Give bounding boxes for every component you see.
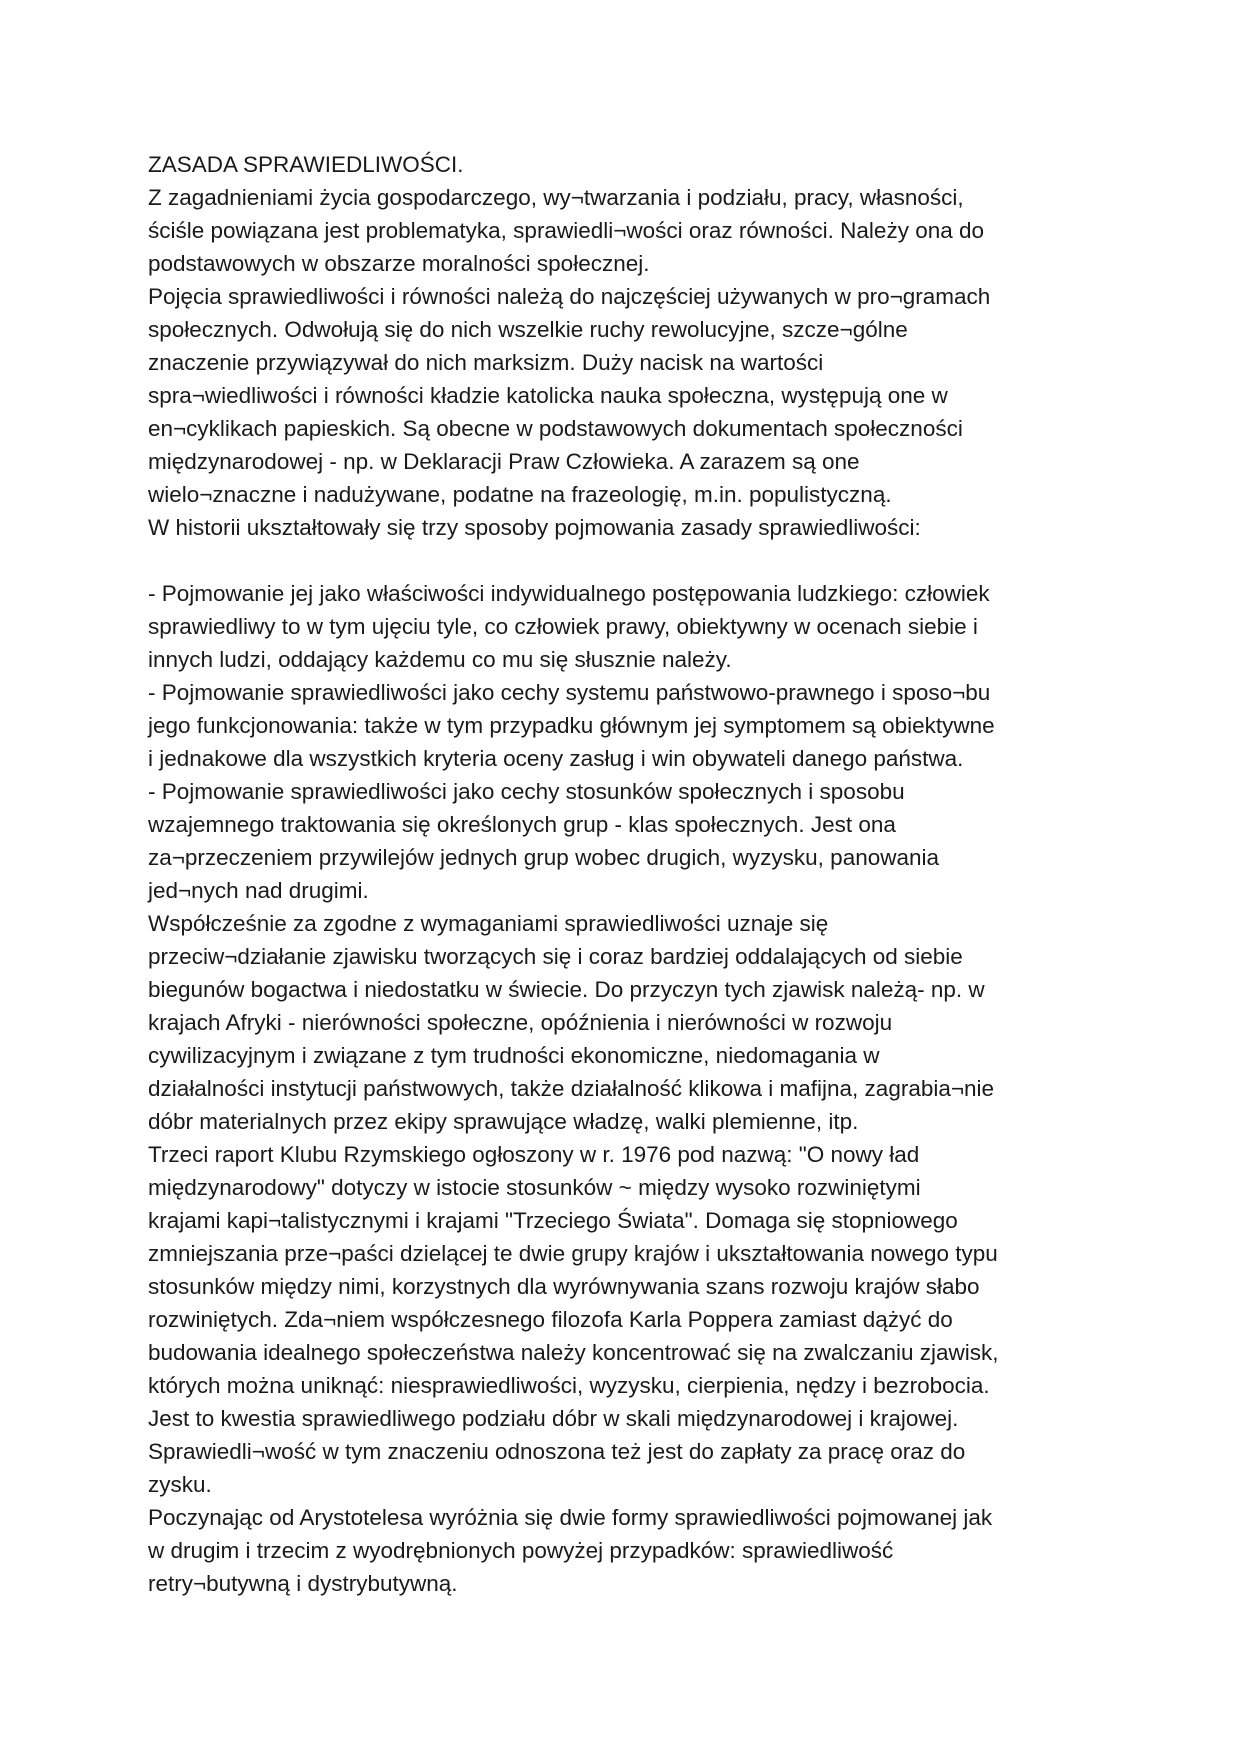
- text-line: znaczenie przywiązywał do nich marksizm. Duży nacisk na wartości: [148, 350, 824, 375]
- text-line: - Pojmowanie sprawiedliwości jako cechy stosunków społecznych i sposobu: [148, 779, 905, 804]
- text-line: w drugim i trzecim z wyodrębnionych powyżej przypadków: sprawiedliwość: [148, 1538, 894, 1563]
- blank-line: [148, 544, 1148, 577]
- text-line: dóbr materialnych przez ekipy sprawujące władzę, walki plemienne, itp.: [148, 1109, 859, 1134]
- text-line: krajami kapi¬talistycznymi i krajami "Trzeciego Świata". Domaga się stopniowego: [148, 1208, 958, 1233]
- text-line: jego funkcjonowania: także w tym przypadku głównym jej symptomem są obiektywne: [148, 713, 995, 738]
- text-line: których można uniknąć: niesprawiedliwości, wyzysku, cierpienia, nędzy i bezrobocia.: [148, 1373, 990, 1398]
- text-line: retry¬butywną i dystrybutywną.: [148, 1571, 458, 1596]
- text-line: - Pojmowanie jej jako właściwości indywidualnego postępowania ludzkiego: człowiek: [148, 581, 990, 606]
- text-line: stosunków między nimi, korzystnych dla wyrównywania szans rozwoju krajów słabo: [148, 1274, 980, 1299]
- text-line: Poczynając od Arystotelesa wyróżnia się dwie formy sprawiedliwości pojmowanej jak: [148, 1505, 993, 1530]
- text-line: Współcześnie za zgodne z wymaganiami sprawiedliwości uznaje się: [148, 911, 829, 936]
- text-line: Jest to kwestia sprawiedliwego podziału dóbr w skali międzynarodowej i krajowej.: [148, 1406, 959, 1431]
- text-line: - Pojmowanie sprawiedliwości jako cechy systemu państwowo-prawnego i sposo¬bu: [148, 680, 991, 705]
- document-title: ZASADA SPRAWIEDLIWOŚCI.: [148, 152, 464, 177]
- text-line: jed¬nych nad drugimi.: [148, 878, 369, 903]
- text-line: międzynarodowy" dotyczy w istocie stosunków ~ między wysoko rozwiniętymi: [148, 1175, 921, 1200]
- text-line: Z zagadnieniami życia gospodarczego, wy¬twarzania i podziału, pracy, własności,: [148, 185, 964, 210]
- document-body: [148, 148, 1148, 1600]
- text-line: krajach Afryki - nierówności społeczne, opóźnienia i nierówności w rozwoju: [148, 1010, 893, 1035]
- text-line: spra¬wiedliwości i równości kładzie katolicka nauka społeczna, występują one w: [148, 383, 948, 408]
- text-line: Sprawiedli¬wość w tym znaczeniu odnoszona też jest do zapłaty za pracę oraz do: [148, 1439, 966, 1464]
- text-line: rozwiniętych. Zda¬niem współczesnego filozofa Karla Poppera zamiast dążyć do: [148, 1307, 953, 1332]
- text-line: zysku.: [148, 1472, 212, 1497]
- text-line: biegunów bogactwa i niedostatku w świecie. Do przyczyn tych zjawisk należą- np. w: [148, 977, 985, 1002]
- text-line: za¬przeczeniem przywilejów jednych grup wobec drugich, wyzysku, panowania: [148, 845, 940, 870]
- text-line: wzajemnego traktowania się określonych grup - klas społecznych. Jest ona: [148, 812, 896, 837]
- text-line: sprawiedliwy to w tym ujęciu tyle, co człowiek prawy, obiektywny w ocenach siebie i: [148, 614, 978, 639]
- text-line: budowania idealnego społeczeństwa należy koncentrować się na zwalczaniu zjawisk,: [148, 1340, 999, 1365]
- text-line: cywilizacyjnym i związane z tym trudności ekonomiczne, niedomagania w: [148, 1043, 880, 1068]
- text-line: W historii ukształtowały się trzy sposoby pojmowania zasady sprawiedliwości:: [148, 515, 921, 540]
- text-line: podstawowych w obszarze moralności społecznej.: [148, 251, 650, 276]
- text-line: i jednakowe dla wszystkich kryteria oceny zasług i win obywateli danego państwa.: [148, 746, 964, 771]
- text-line: wielo¬znaczne i nadużywane, podatne na frazeologię, m.in. populistyczną.: [148, 482, 892, 507]
- text-line: zmniejszania prze¬paści dzielącej te dwie grupy krajów i ukształtowania nowego typu: [148, 1241, 998, 1266]
- text-line: Pojęcia sprawiedliwości i równości należą do najczęściej używanych w pro¬gramach: [148, 284, 991, 309]
- text-line: innych ludzi, oddający każdemu co mu się słusznie należy.: [148, 647, 732, 672]
- text-line: Trzeci raport Klubu Rzymskiego ogłoszony w r. 1976 pod nazwą: "O nowy ład: [148, 1142, 920, 1167]
- text-line: działalności instytucji państwowych, także działalność klikowa i mafijna, zagrabia¬nie: [148, 1076, 995, 1101]
- text-line: en¬cyklikach papieskich. Są obecne w podstawowych dokumentach społeczności: [148, 416, 963, 441]
- text-line: międzynarodowej - np. w Deklaracji Praw Człowieka. A zarazem są one: [148, 449, 860, 474]
- text-line: społecznych. Odwołują się do nich wszelkie ruchy rewolucyjne, szcze¬gólne: [148, 317, 908, 342]
- text-line: przeciw¬działanie zjawisku tworzących się i coraz bardziej oddalających od siebie: [148, 944, 963, 969]
- text-line: ściśle powiązana jest problematyka, sprawiedli¬wości oraz równości. Należy ona do: [148, 218, 985, 243]
